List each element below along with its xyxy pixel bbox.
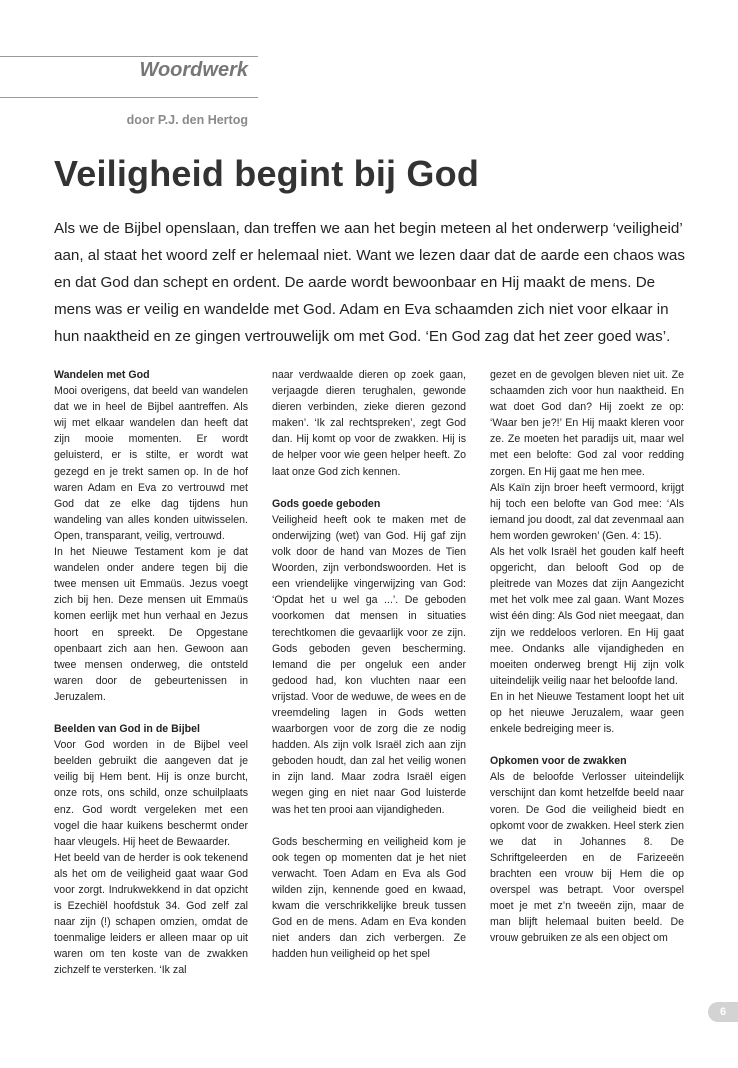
subheading: Opkomen voor de zwakken xyxy=(490,755,627,768)
paragraph: Als de beloofde Verlosser uiteindelijk verschijnt dan komt hetzelfde beeld naar voren. De God die veiligheid biedt en opkomt voor de zwakken. Heel sterk zien we dat in Johannes 8. De Schriftgeleerden en de Farizeeën brachten een vrouw bij Hem die op overspel was betrapt. Voor overspel moet je met z’n tweeën zijn, maar de man blijft helemaal buiten beeld. De vrouw gebruiken ze als een object om xyxy=(490,771,684,945)
author-byline: door P.J. den Hertog xyxy=(126,113,248,127)
paragraph: Als het volk Israël het gouden kalf heeft opgericht, dan belooft God op de pleitrede van Mozes dat zijn Aangezicht met het volk mee zal gaan. Want Mozes wist één ding: Als God niet meegaat, dan zijn we reddeloos verloren. En Hij gaat mee. Ondanks alle vijandigheden en moeiten onderweg brengt Hij zijn volk uiteindelijk veilig naar het beloofde land. xyxy=(490,546,684,687)
column-1 xyxy=(54,367,248,979)
article-intro: Als we de Bijbel openslaan, dan treffen we aan het begin meteen al het onderwerp ‘veiligheid’ aan, al staat het woord zelf er helemaal niet. Want we lezen daar dat de aarde een chaos was en dat God dan schept en ordent. De aarde wordt bewoonbaar en Hij maakt de mens. De mens was er veilig en wandelde met God. Adam en Eva schaamden zich niet voor elkaar in hun naaktheid en ze gingen vertrouwelijk om met God. ‘En God zag dat het zeer goed was’. xyxy=(54,220,685,345)
column-3 xyxy=(490,367,684,946)
subheading: Gods goede geboden xyxy=(272,497,381,510)
paragraph: Gods bescherming en veiligheid kom je ook tegen op momenten dat je het niet verwacht. Toen Adam en Eva als God wilden zijn, kennende goed en kwaad, kwam die verschrikkelijke breuk tussen God en de mens. Adam en Eva konden niet anders dan zich verbergen. Ze hadden hun veiligheid op het spel xyxy=(272,835,466,961)
section-title: Woordwerk xyxy=(139,59,248,81)
page-number: 6 xyxy=(708,1002,738,1022)
paragraph: En in het Nieuwe Testament loopt het uit op het nieuwe Jeruzalem, waar geen enkele bedreiging meer is. xyxy=(490,690,684,736)
header-rule-top xyxy=(0,56,258,57)
subheading: Wandelen met God xyxy=(54,369,150,381)
paragraph: Veiligheid heeft ook te maken met de onderwijzing (wet) van God. Hij gaf zijn volk door de hand van Mozes de Tien Woorden, zijn verbondswoorden. Het is een vriendelijke vingerwijzing van God: ‘Opdat het u wel ga ...’. De geboden voorkomen dat mensen in situaties terechtkomen die gevaarlijk voor ze zijn. Gods geboden geven bescherming. Iemand die per ongeluk een ander gedood had, kon vluchten naar een vrijstad. Voor de weduwe, de wees en de vreemdeling lagen in Gods wetten waarborgen voor de zorg die ze nodig hadden. Als zijn volk Israël zich aan zijn geboden houdt, dan zal het veilig wonen in zijn land. Maar zodra Israël eigen wegen ging en niet naar God luisterde was het ten prooi aan vijandigheden. xyxy=(272,513,466,816)
paragraph: Mooi overigens, dat beeld van wandelen dat we in heel de Bijbel aantreffen. Als wij met elkaar wandelen dan heeft dat zijn mooie momenten. Er wordt geluisterd, er is stilte, er wordt wat gezegd en je trekt samen op. In de hof waren Adam en Eva zo vertrouwd met God dat ze elke dag tijdens hun wandeling van alles konden uitwisselen. Open, transparant, veilig, vertrouwd. xyxy=(54,385,248,542)
paragraph: Voor God worden in de Bijbel veel beelden gebruikt die aangeven dat je veilig bij Hem bent. Hij is onze burcht, onze rots, ons schild, onze schuilplaats enz. God wordt vergeleken met een vogel die haar kuikens beschermt onder haar vleugels. Hij heet de Bewaarder. xyxy=(54,739,248,848)
header-rule-bottom xyxy=(0,97,258,98)
column-2 xyxy=(272,367,466,962)
paragraph: naar verdwaalde dieren op zoek gaan, verjaagde dieren terughalen, gewonde dieren verbinden, zieke dieren gezond maken’. ‘Ik zal rechtspreken’, zegt God dan. Hij komt op voor de zwakken. Hij is de helper voor wie geen helper heeft. Zo laat onze God zich kennen. xyxy=(272,369,466,478)
paragraph: Als Kaïn zijn broer heeft vermoord, krijgt hij toch een belofte van God mee: ‘Als iemand jou doodt, zal dat zevenmaal aan hem worden gewroken’ (Gen. 4: 15). xyxy=(490,481,684,542)
paragraph: Het beeld van de herder is ook tekenend als het om de veiligheid gaat waar God voor zorgt. Indrukwekkend in dat opzicht is Ezechiël hoofdstuk 34. God zelf zal naar zijn (!) schapen omzien, omdat de toenmalige leiders er alleen maar op uit waren om ten koste van de zwakken zichzelf te versterken. ‘Ik zal xyxy=(54,851,248,977)
paragraph: gezet en de gevolgen bleven niet uit. Ze schaamden zich voor hun naaktheid. En wat doet God dan? Hij zoekt ze op: ‘Waar ben je?!’ En Hij maakt kleren voor ze. Ze moeten het paradijs uit, maar wel met een belofte: God zal voor redding zorgen. En Hij gaat me hen mee. xyxy=(490,369,684,478)
subheading: Beelden van God in de Bijbel xyxy=(54,723,200,736)
paragraph: In het Nieuwe Testament kom je dat wandelen onder andere tegen bij die twee mensen uit Emmaüs. Jezus voegt zich bij hen. Deze mensen uit Emmaüs komen eerlijk met hun verhaal en Jezus hoort en spreekt. De Opgestane openbaart zich aan hen. Gewoon aan twee mensen onderweg, die ontsteld waren door de gebeurtenissen in Jeruzalem. xyxy=(54,546,248,703)
article-title: Veiligheid begint bij God xyxy=(54,153,480,194)
